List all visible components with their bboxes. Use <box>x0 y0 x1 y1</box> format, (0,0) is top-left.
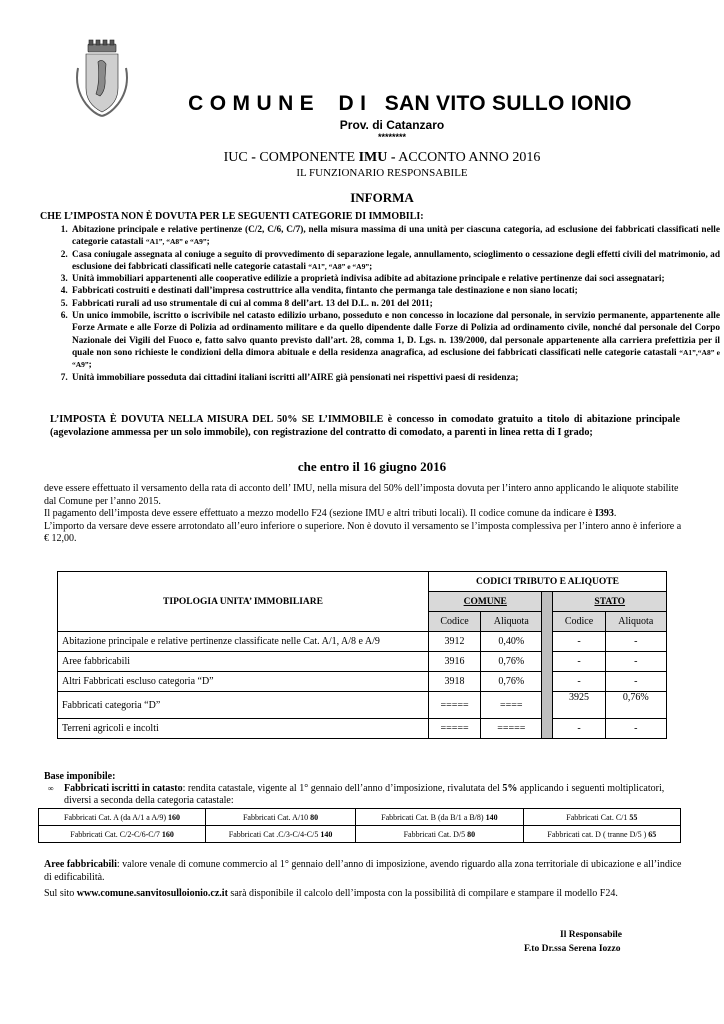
aree-paragraph: Aree fabbricabili: valore venale di comune commercio al 1° gennaio dell’anno di imposizione, avendo riguardo alla zona territoriale di ubicazione e all’indice di edificabilità. <box>44 859 682 883</box>
base-imponibile <box>44 771 684 807</box>
base-heading: Base imponibile: <box>44 771 116 782</box>
office-heading: IL FUNZIONARIO RESPONSABILE <box>296 167 468 179</box>
column-header-codice: Codice <box>429 612 481 632</box>
column-header-aliquota: Aliquota <box>605 612 666 632</box>
separator-stars: ******** <box>377 132 407 142</box>
column-header-codice: Codice <box>553 612 605 632</box>
column-header-comune: COMUNE <box>429 592 542 612</box>
table-row <box>39 826 681 843</box>
rounding-paragraph: L’importo da versare deve essere arrotondato all’euro inferiore o superiore. Non è dovuto il versamento se l’imposta complessiva per l’intero anno è inferiore a € 12,00. <box>44 520 682 544</box>
multipliers-table <box>38 808 681 843</box>
multiplier-cell: Fabbricati Cat. A (da A/1 a A/9) 160 <box>39 809 206 826</box>
title-word-town: SAN VITO SULLO IONIO <box>384 92 632 115</box>
title-word-comune: C O M U N E <box>188 92 314 115</box>
tax-codes-table <box>57 571 667 739</box>
payment-paragraph: deve essere effettuato il versamento della rata di acconto dell’ IMU, nella misura del 50% dell’imposta dovuta per l’intero anno applicando le aliquote stabilite dal Comune per l’anno 2015. <box>44 483 679 507</box>
list-item: 7. Unità immobiliare posseduta dai cittadini italiani iscritti all’AIRE già pensionati nei rispettivi paesi di residenza; <box>70 372 720 384</box>
column-divider <box>542 592 553 739</box>
title-word-di: D I <box>338 92 367 115</box>
multiplier-cell: Fabbricati Cat. B (da B/1 a B/8) 140 <box>356 809 524 826</box>
informa-heading: INFORMA <box>350 190 414 205</box>
table-row: Altri Fabbricati escluso categoria “D” 3918 0,76% - - <box>58 672 667 692</box>
page-title <box>130 92 690 116</box>
multiplier-cell: Fabbricati Cat. C/1 55 <box>523 809 680 826</box>
list-item: 4. Fabbricati costruiti e destinati dall’impresa costruttrice alla vendita, fintanto che permanga tale destinazione e non siano locati; <box>70 285 720 297</box>
table-row: Aree fabbricabili 3916 0,76% - - <box>58 652 667 672</box>
signature-name: F.to Dr.ssa Serena Iozzo <box>524 944 621 954</box>
website-paragraph: Sul sito www.comune.sanvitosulloionio.cz.it sarà disponibile il calcolo dell’imposta con la possibilità di compilare e stampare il modello F24. <box>44 888 618 899</box>
column-header-stato: STATO <box>553 592 667 612</box>
list-item: 6. Un unico immobile, iscritto o iscrivibile nel catasto edilizio urbano, posseduto e non concesso in locazione dal personale, in servizio permanente, appartenente alle Forze Armate e alle Forze di Polizia ad ordinamento militare e da quello dipendente dalle Forze di Polizia ad ordinamento civile, nonché dal personale del Corpo Nazionale dei Vigili del Fuoco e, fatto salvo quanto previsto dall’art. 28, comma 1, D. Lgs. n. 139/2000, dal personale appartenente alla carriera prefettizia per il quale non sono richieste le condizioni della dimora abituale e della residenza anagrafica, ad esclusione dei fabbricati classificati nelle categorie catastali “A1”,“A8” e “A9”; <box>70 310 720 371</box>
multiplier-cell: Fabbricati Cat. A/10 80 <box>206 809 356 826</box>
column-header-codici: CODICI TRIBUTO E ALIQUOTE <box>429 572 667 592</box>
signature-role: Il Responsabile <box>560 930 623 940</box>
table-row: Abitazione principale e relative pertinenze classificate nelle Cat. A/1, A/8 e A/9 3912 0,40% - - <box>58 632 667 652</box>
f24-paragraph: Il pagamento dell’imposta deve essere effettuato a mezzo modello F24 (sezione IMU e altri tributi locali). Il codice comune da indicare è I393. <box>44 508 617 519</box>
list-item: 5. Fabbricati rurali ad uso strumentale di cui al comma 8 dell’art. 13 del D.L. n. 201 del 2011; <box>70 298 720 310</box>
multiplier-cell: Fabbricati Cat. D/5 80 <box>356 826 524 843</box>
table-row <box>39 809 681 826</box>
website-link[interactable]: www.comune.sanvitosulloionio.cz.it <box>76 888 228 899</box>
exemption-list <box>30 224 720 384</box>
province: Prov. di Catanzaro <box>339 118 445 132</box>
column-header-aliquota: Aliquota <box>481 612 542 632</box>
exemption-intro: CHE L’IMPOSTA NON È DOVUTA PER LE SEGUENTI CATEGORIE DI IMMOBILI: <box>40 211 424 222</box>
fabbricati-bullet: ∞ Fabbricati iscritti in catasto: rendita catastale, vigente al 1° gennaio dell’anno d’imposizione, rivalutata del 5% applicando i seguenti moltiplicatori, diversi a seconda della categoria catastale: <box>48 783 665 806</box>
bullet-icon: ∞ <box>48 784 54 793</box>
list-item: 2. Casa coniugale assegnata al coniuge a seguito di provvedimento di separazione legale, annullamento, scioglimento o cessazione degli effetti civili del matrimonio, ad esclusione dei fabbricati classificati nelle categorie catastali “A1”, “A8” e “A9”; <box>70 249 720 274</box>
municipal-crest-icon <box>72 38 132 118</box>
multiplier-cell: Fabbricati cat. D ( tranne D/5 ) 65 <box>523 826 680 843</box>
column-header-tipologia: TIPOLOGIA UNITA’ IMMOBILIARE <box>58 572 429 632</box>
list-item: 1. Abitazione principale e relative pertinenze (C/2, C/6, C/7), nella misura massima di una unità per ciascuna categoria, ad esclusione dei fabbricati classificati nelle categorie catastali “A1”, “A8” e “A9”; <box>70 224 720 249</box>
table-row: Fabbricati categoria “D” ===== ==== 3925 0,76% <box>58 692 667 719</box>
list-item: 3. Unità immobiliari appartenenti alle cooperative edilizie a proprietà indivisa adibite ad abitazione principale e relative pertinenze dai soci assegnatari; <box>70 273 720 285</box>
payment-info <box>44 483 684 546</box>
tax-heading: IUC - COMPONENTE IMU - ACCONTO ANNO 2016 <box>223 150 541 165</box>
deadline-heading: che entro il 16 giugno 2016 <box>297 459 447 474</box>
multiplier-cell: Fabbricati Cat. C/2-C/6-C/7 160 <box>39 826 206 843</box>
table-row: Terreni agricoli e incolti ===== ===== - - <box>58 719 667 739</box>
comodato-paragraph: L’IMPOSTA È DOVUTA NELLA MISURA DEL 50% SE L’IMMOBILE è concesso in comodato gratuito a titolo di abitazione principale (agevolazione ammessa per un solo immobile), con registrazione del contratto di comodato, a parenti in linea retta di I grado; <box>50 414 680 438</box>
multiplier-cell: Fabbricati Cat .C/3-C/4-C/5 140 <box>206 826 356 843</box>
